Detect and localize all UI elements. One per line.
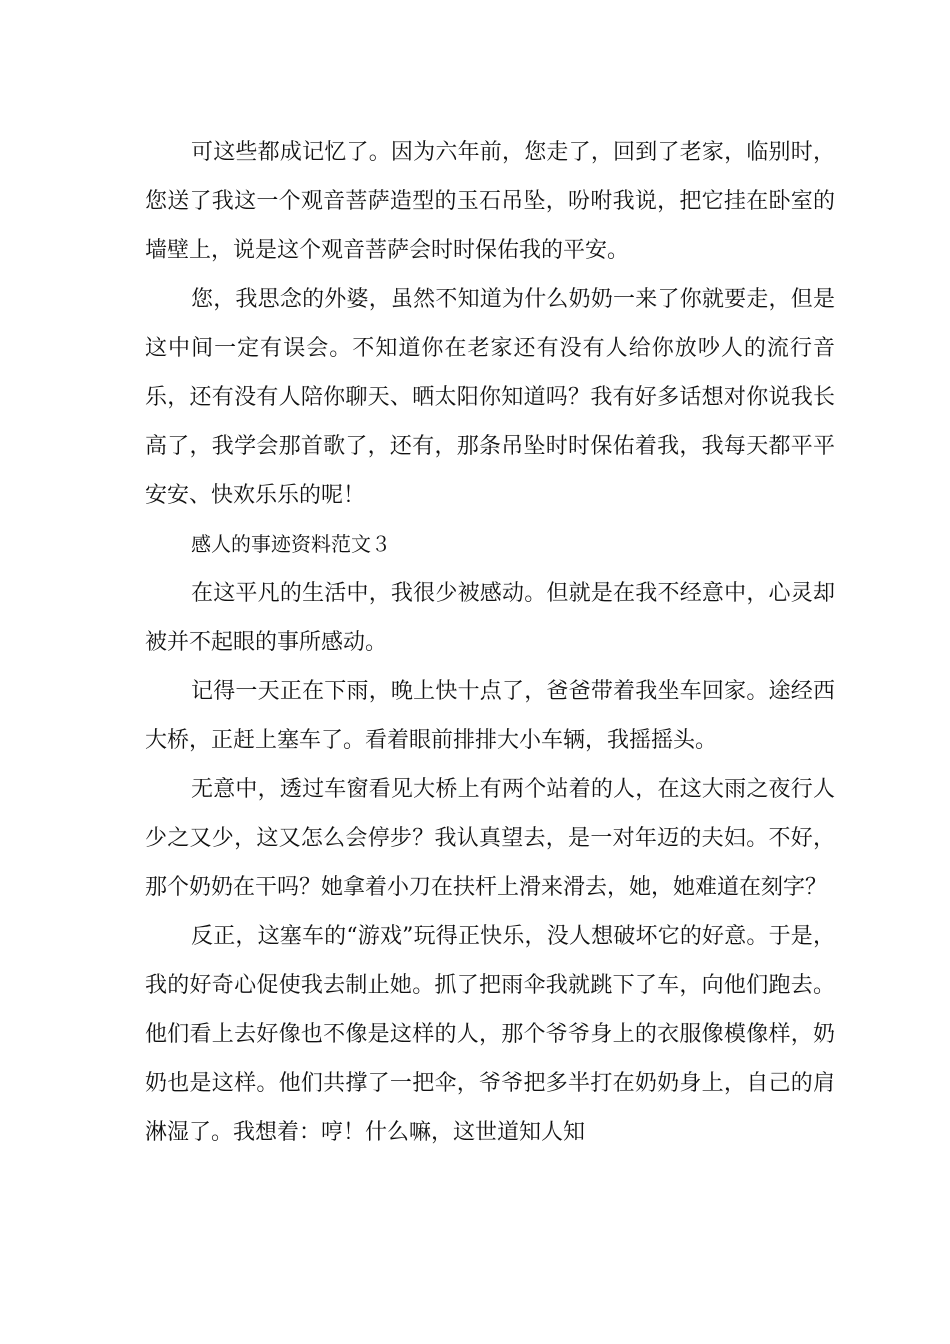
paragraph-ordinary-life: 在这平凡的生活中，我很少被感动。但就是在我不经意中，心灵却被并不起眼的事所感动。 xyxy=(145,581,835,655)
paragraph-umbrella: 反正，这塞车的“游戏”玩得正快乐，没人想破坏它的好意。于是，我的好奇心促使我去制止她。抓了把雨伞我就跳下了车，向他们跑去。他们看上去好像也不像是这样的人，那个爷爷身上的衣服像模像样，奶奶也是这样。他们共撑了一把伞，爷爷把多半打在奶奶身上，自己的肩淋湿了。我想着：哼！什么嘛，这世道知人知 xyxy=(145,924,835,1145)
paragraph-memory: 可这些都成记忆了。因为六年前，您走了，回到了老家，临别时，您送了我这一个观音菩萨造型的玉石吊坠，吩咐我说，把它挂在卧室的墙壁上，说是这个观音菩萨会时时保佑我的平安。 xyxy=(145,140,835,263)
paragraph-rainy-night: 记得一天正在下雨，晚上快十点了，爸爸带着我坐车回家。途经西大桥，正赶上塞车了。看着眼前排排大小车辆，我摇摇头。 xyxy=(145,679,835,753)
document-body xyxy=(145,128,835,1157)
section-title: 感人的事迹资料范文３ xyxy=(191,532,391,556)
paragraph-bridge-couple: 无意中，透过车窗看见大桥上有两个站着的人，在这大雨之夜行人少之又少，这又怎么会停步？我认真望去，是一对年迈的夫妇。不好，那个奶奶在干吗？她拿着小刀在扶杆上滑来滑去，她，她难道在刻字？ xyxy=(145,777,835,900)
paragraph-grandma: 您，我思念的外婆，虽然不知道为什么奶奶一来了你就要走，但是这中间一定有误会。不知道你在老家还有没有人给你放吵人的流行音乐，还有没有人陪你聊天、晒太阳你知道吗？我有好多话想对你说我长高了，我学会那首歌了，还有，那条吊坠时时保佑着我，我每天都平平安安、快欢乐乐的呢！ xyxy=(145,287,835,508)
